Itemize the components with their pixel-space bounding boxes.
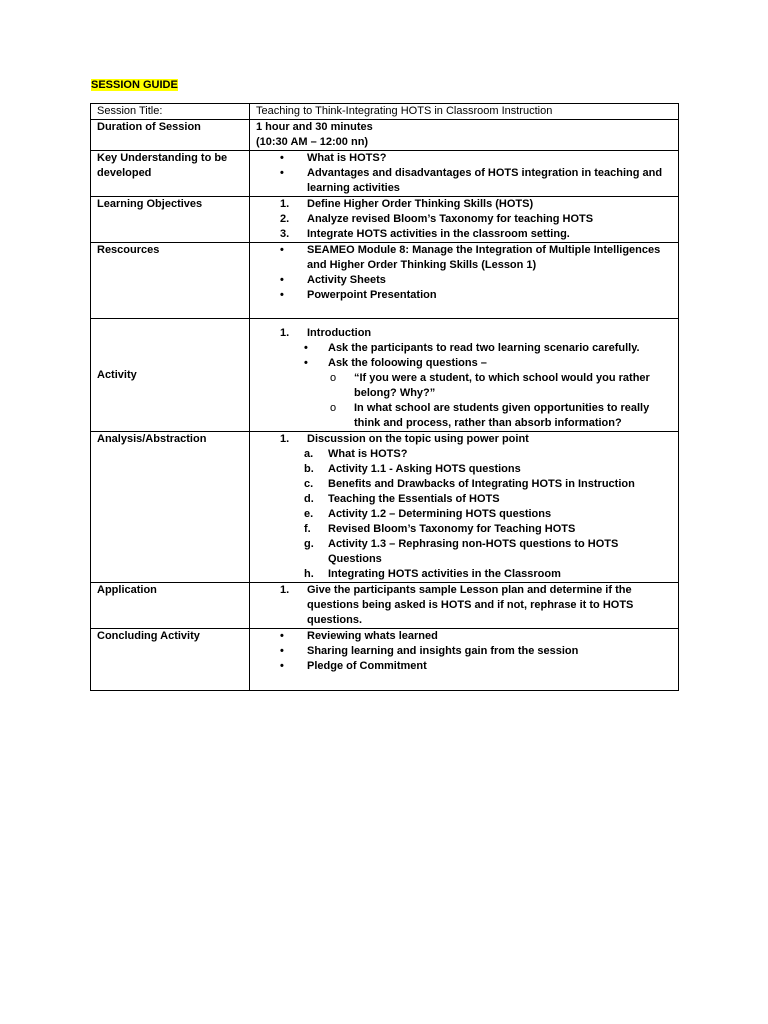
item-letter: h.	[304, 568, 314, 580]
item-letter: e.	[304, 508, 314, 520]
list-item	[304, 522, 672, 537]
list-item: • What is HOTS?	[280, 151, 672, 166]
value-duration	[250, 120, 679, 151]
value-session-title: Teaching to Think-Integrating HOTS in Classroom Instruction	[250, 104, 679, 120]
item-letter: b.	[304, 463, 314, 475]
list-item	[304, 462, 672, 477]
row-key-understanding	[91, 151, 679, 197]
activity-sub-list	[304, 341, 672, 371]
list-item: • SEAMEO Module 8: Manage the Integration of Multiple Intelligences and Higher Order Thinking Skills (Lesson 1)	[280, 243, 672, 273]
value-resources	[250, 243, 679, 319]
resources-list	[280, 243, 672, 303]
item-letter: a.	[304, 448, 314, 460]
item-text: Revised Bloom’s Taxonomy for Teaching HOTS	[328, 523, 576, 535]
step-number: 1.	[280, 433, 290, 445]
label-concluding: Concluding Activity	[91, 629, 250, 691]
item-letter: c.	[304, 478, 314, 490]
list-item: • Sharing learning and insights gain from the session	[280, 644, 672, 659]
item-letter: f.	[304, 523, 311, 535]
row-session-title	[91, 104, 679, 120]
list-item: o “If you were a student, to which school would you rather belong? Why?”	[330, 371, 672, 401]
page-heading	[90, 78, 179, 92]
list-item	[304, 447, 672, 462]
session-guide-table	[90, 103, 679, 691]
step-text: Give the participants sample Lesson plan and determine if the questions being asked is HOTS and if not, rephrase it to HOTS questions.	[307, 584, 634, 626]
list-item: • Ask the participants to read two learning scenario carefully.	[304, 341, 672, 356]
list-item	[304, 567, 672, 582]
analysis-sub-list	[304, 447, 672, 582]
concluding-list	[280, 629, 672, 674]
value-concluding	[250, 629, 679, 691]
label-learning-objectives: Learning Objectives	[91, 197, 250, 243]
application-steps	[280, 583, 672, 628]
label-key-understanding: Key Understanding to be developed	[91, 151, 250, 197]
label-resources: Rescources	[91, 243, 250, 319]
value-learning-objectives	[250, 197, 679, 243]
objective-text: Define Higher Order Thinking Skills (HOTS)	[307, 198, 534, 210]
step-title: Introduction	[307, 327, 372, 339]
list-item: 2. Analyze revised Bloom’s Taxonomy for teaching HOTS	[280, 213, 594, 225]
value-analysis	[250, 432, 679, 583]
session-guide-title: SESSION GUIDE	[91, 79, 178, 91]
label-activity: Activity	[91, 319, 250, 432]
activity-questions	[330, 371, 672, 431]
analysis-steps	[280, 432, 672, 447]
duration-time: (10:30 AM – 12:00 nn)	[256, 136, 369, 148]
list-item	[280, 432, 672, 447]
row-analysis	[91, 432, 679, 583]
label-application: Application	[91, 583, 250, 629]
label-session-title: Session Title:	[91, 104, 250, 120]
label-duration: Duration of Session	[91, 120, 250, 151]
step-number: 1.	[280, 584, 290, 596]
list-item: o In what school are students given opportunities to really think and process, rather than absorb information?	[330, 401, 672, 431]
list-item	[304, 492, 672, 507]
objective-text: Integrate HOTS activities in the classroom setting.	[307, 228, 570, 240]
list-item: • Powerpoint Presentation	[280, 288, 672, 303]
item-letter: g.	[304, 538, 314, 550]
list-item: • Pledge of Commitment	[280, 659, 672, 674]
list-item: 3. Integrate HOTS activities in the classroom setting.	[280, 228, 570, 240]
row-resources	[91, 243, 679, 319]
item-letter: d.	[304, 493, 314, 505]
item-text: What is HOTS?	[328, 448, 408, 460]
step-title: Discussion on the topic using power point	[307, 433, 529, 445]
step-number: 1.	[280, 327, 290, 339]
item-text: Benefits and Drawbacks of Integrating HOTS in Instruction	[328, 478, 635, 490]
row-learning-objectives	[91, 197, 679, 243]
row-concluding	[91, 629, 679, 691]
duration-length: 1 hour and 30 minutes	[256, 121, 373, 133]
list-item: • Reviewing whats learned	[280, 629, 672, 644]
value-activity	[250, 319, 679, 432]
row-activity	[91, 319, 679, 432]
list-item: • Ask the foloowing questions –	[304, 356, 672, 371]
list-item: 1. Define Higher Order Thinking Skills (HOTS)	[280, 198, 534, 210]
activity-steps	[280, 326, 672, 341]
key-understanding-list	[280, 151, 672, 196]
list-item: • Advantages and disadvantages of HOTS integration in teaching and learning activities	[280, 166, 672, 196]
objective-text: Analyze revised Bloom’s Taxonomy for teaching HOTS	[307, 213, 594, 225]
value-application	[250, 583, 679, 629]
row-application	[91, 583, 679, 629]
label-analysis: Analysis/Abstraction	[91, 432, 250, 583]
item-text: Teaching the Essentials of HOTS	[328, 493, 500, 505]
value-key-understanding	[250, 151, 679, 197]
item-text: Activity 1.2 – Determining HOTS questions	[328, 508, 552, 520]
item-text: Integrating HOTS activities in the Classroom	[328, 568, 561, 580]
list-item	[304, 477, 672, 492]
objectives-list	[280, 197, 672, 242]
list-item	[304, 537, 672, 567]
item-text: Activity 1.3 – Rephrasing non-HOTS questions to HOTS Questions	[328, 538, 619, 565]
item-text: Activity 1.1 - Asking HOTS questions	[328, 463, 521, 475]
list-item: • Activity Sheets	[280, 273, 672, 288]
row-duration	[91, 120, 679, 151]
list-item	[304, 507, 672, 522]
list-item	[280, 326, 672, 341]
list-item	[280, 583, 672, 628]
